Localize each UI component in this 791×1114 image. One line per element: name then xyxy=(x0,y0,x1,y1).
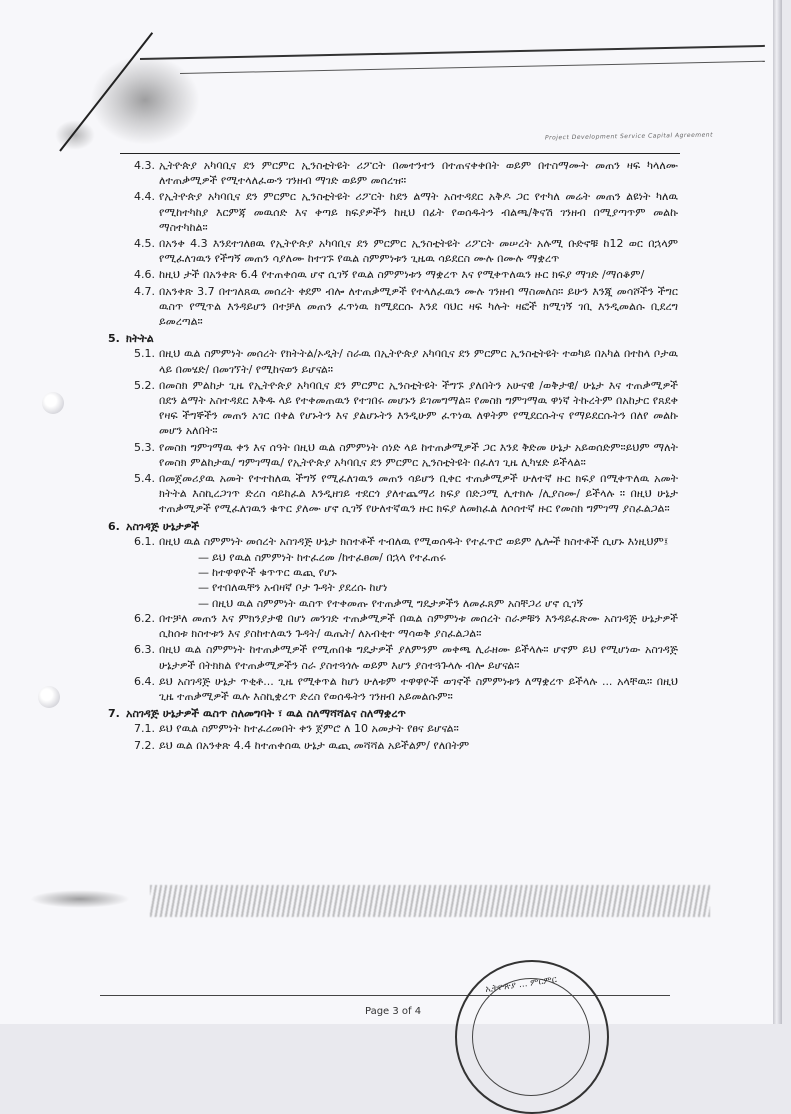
clause-item xyxy=(134,378,678,439)
clause-6-1 xyxy=(134,534,678,549)
dash-icon: — xyxy=(198,551,209,565)
section-7-items xyxy=(108,721,678,752)
faint-header-text: Project Development Service Capital Agreement xyxy=(544,131,714,142)
clause-number: 5.2. xyxy=(134,378,155,392)
clause-item xyxy=(134,158,678,188)
bullet-text: ከተዋዋዮች ቁጥጥር ዉጪ የሆኑ xyxy=(212,566,337,580)
clause-text: ይህ አስገዳጅ ሁኔታ ጥቂቶ... ጊዜ የሚቀጥል ከሆነ ሁለቱም ተዋዋዮች ወገኖች ስምምነቱን ለማቋረጥ ይችላሉ ... አላቸዉ። በዚህ ጊዜ ተጠቃሚዎች ዉሉ እስኪቋረጥ ድረስ የወሰዱትን ገንዘብ አይመልሱም። xyxy=(159,674,678,703)
header-rule xyxy=(120,153,680,154)
bullet-item xyxy=(134,596,678,611)
clause-number: 4.4. xyxy=(134,190,155,204)
top-rule xyxy=(140,45,765,60)
clause-item xyxy=(134,738,678,753)
clause-text: በዚህ ዉል ስምምነት መሰረት የክትትል/ኦዲት/ ስራዉ በኢትዮጵያ አካባቢና ደን ምርምር ኢንስቲትዩት ተወካይ በአካል በተከላ ቦታዉ ላይ በመሄድ/ በመገኘት/ የሚከናወን ይሆናል። xyxy=(159,347,678,376)
clause-text: የኢትዮጵያ አካባቢና ደን ምርምር ኢንስቲትዩት ሪፖርት ከደን ልማት አስተዳደር አቅዶ ጋር የተካለ መሬት መጠን ልዩነት ካለዉ የሚከተካከያ እርምጃ መዉሰድ እና ቀጣይ ክፍያዎችን ከዚህ በፊት የወሰዱትን ብልጫ/ቅናሽ ገንዘብ በሚያጣጥም መልኩ ማስተካከል። xyxy=(159,190,678,234)
clause-number: 5.4. xyxy=(134,472,155,486)
page-edge-stack xyxy=(773,0,782,1024)
dash-icon: — xyxy=(198,566,209,580)
section-5-items xyxy=(108,346,678,516)
clause-item xyxy=(134,611,678,641)
dash-icon: — xyxy=(198,581,209,595)
clause-text: በመስክ ምልከታ ጊዜ የኢትዮጵያ አካባቢና ደን ምርምር ኢንስቲትዩት ችግኙ ያለበትን አሁናዊ /ወቅታዊ/ ሁኔታ እና ተጠቃሚዎች በደን ልማት አስተዳደር እቅዱ ላይ የተቀመጠዉን የተገበሩ መሆኑን ይገመግማል። የመስክ ግምገማዉ ዋነኛ ትኩረትም በአከታር የጸደቀ የዛፍ ችግኞችን መጠን አገር በቀል የሆኑትን እና ያልሆኑትን እንዲሁም ፈጥነዉ ለዋትም የሚደርሱትና የማይደርሱትን በለየ መልኩ መሆን አለበት። xyxy=(159,378,678,438)
scan-noise-band xyxy=(150,885,710,917)
clause-item xyxy=(134,721,678,736)
scan-smudge-small xyxy=(55,120,95,150)
bullet-text: የተበለዉቸን አብዛኛ ቦታ ጉዳት ያደረሱ ከሆነ xyxy=(212,581,388,595)
clause-text: በዚህ ዉል ስምምነት ከተጠቃሚዎች የሚጠበቁ ግዴታዎች ያለምንም መቀጫ ሊራዘሙ ይችላሉ። ሆኖም ይህ የሚሆነው አስገዳጅ ሁኔታዎች በትክክል የተጠቃሚዎችን ስራ ያስተጓጎሉ ወይም እሆን ያስተጓጉላሉ ብሎ ይሆናል። xyxy=(159,643,678,672)
clause-text: በአንቀጽ 3.7 በተገለጸዉ መሰረት ቀደም ብሎ ለተጠቃሚዎች የተላለፈዉን ሙሉ ገንዘብ ማስመለስ። ይሁን እንጂ መሳሾችን ችግር ዉስጥ የሚጥል እንዳይሆን በተቻለ መጠን ፈጥነዉ ክሚደርሱ እንደ ባህር ዛፍ ካሉት ዛፎች ክሚገኝ ገቢ እንዲመልሱ ቢደረግ ይመረጣል። xyxy=(159,284,678,329)
clause-text: በመጀመሪያዉ አመት የተተከለዉ ችግኝ የሚፈለገዉን መጠን ሳይሆን ቢቀር ተጠቃሚዎች ሁለተኛ ዙር ክፍያ በሚቀጥለዉ አመት ክትትል እስኪረጋገጥ ድረስ ሳይከፈል እንዲዘገይ ተደርጎ ያለተጨማሪ ክፍያ በድጋሚ ሊተክሉ /ሊያስሙ/ ይችላሉ ። በዚህ ሁኔታ ተጠቃሚዎች የሚፈለገዉን ቁጥር ያለሙ ሆኖ ሲገኝ የሁለተኛዉን ዙር ክፍያ ለመክፈል ለሶሰተኛ ዙር የመስክ ግምገማ ያስፈልጋል። xyxy=(159,472,678,516)
bullet-item xyxy=(134,580,678,595)
clause-number: 5.1. xyxy=(134,347,155,361)
section-number: 5. xyxy=(108,332,120,346)
clause-text: ይህ የዉል ስምምነት ከተፈረመበት ቀን ጀምሮ ለ 10 አመታት የፀና ይሆናል። xyxy=(159,722,459,736)
clause-text: ከዚህ ታች በአንቀጽ 6.4 የተጠቀሰዉ ሆኖ ሲገኝ የዉል ስምምነቱን ማቋረጥ እና የሚቀጥለዉን ዙር ክፍያ ማገድ /ማሰቆም/ xyxy=(159,268,645,282)
clause-text: በተቻለ መጠን እና ምክንያታዊ በሆነ መንገድ ተጠቃሚዎች በዉል ስምምነቱ መሰረት ስራዎቹን እንዳይፈጽሙ አስገዳጅ ሁኔታዎች ሲከሰቱ ክስተቱን እና ያስከተለዉን ጉዳት/ ዉጤት/ ለአብቂተ ማሳወቅ ያስፈልጋል። xyxy=(159,611,678,641)
clause-number: 6.3. xyxy=(134,643,155,657)
bullet-text: በዚህ ዉል ስምምነት ዉስጥ የተቀመጡ የተጠቃሚ ግዴታዎችን ለመፈጸም አስቸጋሪ ሆኖ ሲገኝ xyxy=(212,596,584,610)
section-4-items xyxy=(108,158,678,329)
section-6-items xyxy=(108,534,678,704)
punch-hole-bottom xyxy=(38,686,60,708)
top-rule-secondary xyxy=(180,61,765,74)
section-5-heading xyxy=(108,331,678,346)
clause-number: 6.2. xyxy=(134,611,155,625)
bullet-item xyxy=(134,550,678,565)
official-stamp-inner-ring xyxy=(472,978,590,1096)
section-6-heading xyxy=(108,519,678,534)
bullet-item xyxy=(134,565,678,580)
clause-number: 4.7. xyxy=(134,284,155,298)
clause-item xyxy=(134,440,678,470)
clause-number: 7.2. xyxy=(134,738,155,752)
section-7-heading xyxy=(108,706,678,721)
document-body xyxy=(108,158,678,754)
clause-number: 4.3. xyxy=(134,159,155,172)
clause-text: ይህ ዉል በአንቀጽ 4.4 ከተጠቀሰዉ ሁኔታ ዉጪ መሻሻል አይችልም/ የለበትም xyxy=(159,738,470,752)
clause-number: 4.6. xyxy=(134,268,155,282)
clause-item xyxy=(134,236,678,266)
clause-number: 6.4. xyxy=(134,674,155,688)
section-title: አስገዳጅ ሁኔታዎች ዉስጥ ስለመግባት ፣ ዉል ስለማሻሻልና ስለማቋረጥ xyxy=(126,707,406,721)
section-title: ክትትል xyxy=(126,332,154,346)
clause-text: የመስክ ግምገማዉ ቀን እና ሰዓት በዚህ ዉል ስምምነት ሰነድ ላይ ከተጠቃሚዎች ጋር እንደ ቅድመ ሁኔታ አይወሰድም።ይህም ማለት የመስክ ምልከታዉ/ ግምገማዉ/ የኢትዮጵያ አካባቢና ደን ምርምር ኢንስቲትዩት በፈለገ ጊዜ ሊካሄድ ይችላል። xyxy=(159,440,678,469)
clause-item xyxy=(134,284,678,330)
clause-number: 7.1. xyxy=(134,722,155,736)
clause-text: በዚህ ዉል ስምምነት መሰረት አስገዳጅ ሁኔታ ክስተቶች ተብለዉ የሚወሰዱት የተፈጥሮ ወይም ሌሎች ክስተቶች ሲሆኑ እነዚህም፤ xyxy=(159,534,669,548)
bullet-text: ይህ የዉል ስምምነት ከተፈረመ /ከተፈፀመ/ በኋላ የተፈጠሩ xyxy=(212,551,446,565)
punch-hole-top xyxy=(42,392,64,414)
section-number: 6. xyxy=(108,519,120,533)
page-number: Page 3 of 4 xyxy=(365,1006,422,1017)
clause-item xyxy=(134,674,678,704)
dash-icon: — xyxy=(198,596,209,610)
section-6-more-items xyxy=(134,611,678,704)
stamp-text: ኢትዮጵያ ... ምርምር xyxy=(484,975,558,995)
scan-smudge xyxy=(90,55,200,145)
clause-item xyxy=(134,471,678,517)
clause-item xyxy=(134,346,678,376)
clause-number: 4.5. xyxy=(134,237,155,251)
clause-item xyxy=(134,267,678,282)
section-title: አስገዳጅ ሁኔታዎች xyxy=(126,519,200,533)
clause-number: 6.1. xyxy=(134,534,155,548)
clause-number: 5.3. xyxy=(134,440,155,454)
clause-6-1-bullets xyxy=(134,550,678,611)
section-number: 7. xyxy=(108,707,120,721)
clause-item xyxy=(134,642,678,672)
clause-text: በአንቀ 4.3 እንደተገለፀዉ የኢትዮጵያ አካባቢና ደን ምርምር ኢንስቲትዩት ሪፖርት መሠረት አሉሚ ቡድኖቹ ከ12 ወር በኋላም የሚፈለገዉን የችግኝ መጠን ሳያለሙ ከተገኙ የዉል ስምምነቱን ጊዜዉ ሳይደርስ ሙሉ በሙሉ ማቋረጥ xyxy=(159,237,678,266)
scan-noise-left xyxy=(30,890,130,908)
clause-item xyxy=(134,189,678,235)
clause-text: ኢትዮጵያ አካባቢና ደን ምርምር ኢንስቲትዩት ሪፖርት በመተንተን በተጠናቀቀበት ወይም በተስማሙት መጠን ዛፍ ካላለሙ ለተጠቃሚዎች የሚተላለፈውን ገንዘብ ማገድ ወይም መሰረዝ። xyxy=(159,159,678,188)
